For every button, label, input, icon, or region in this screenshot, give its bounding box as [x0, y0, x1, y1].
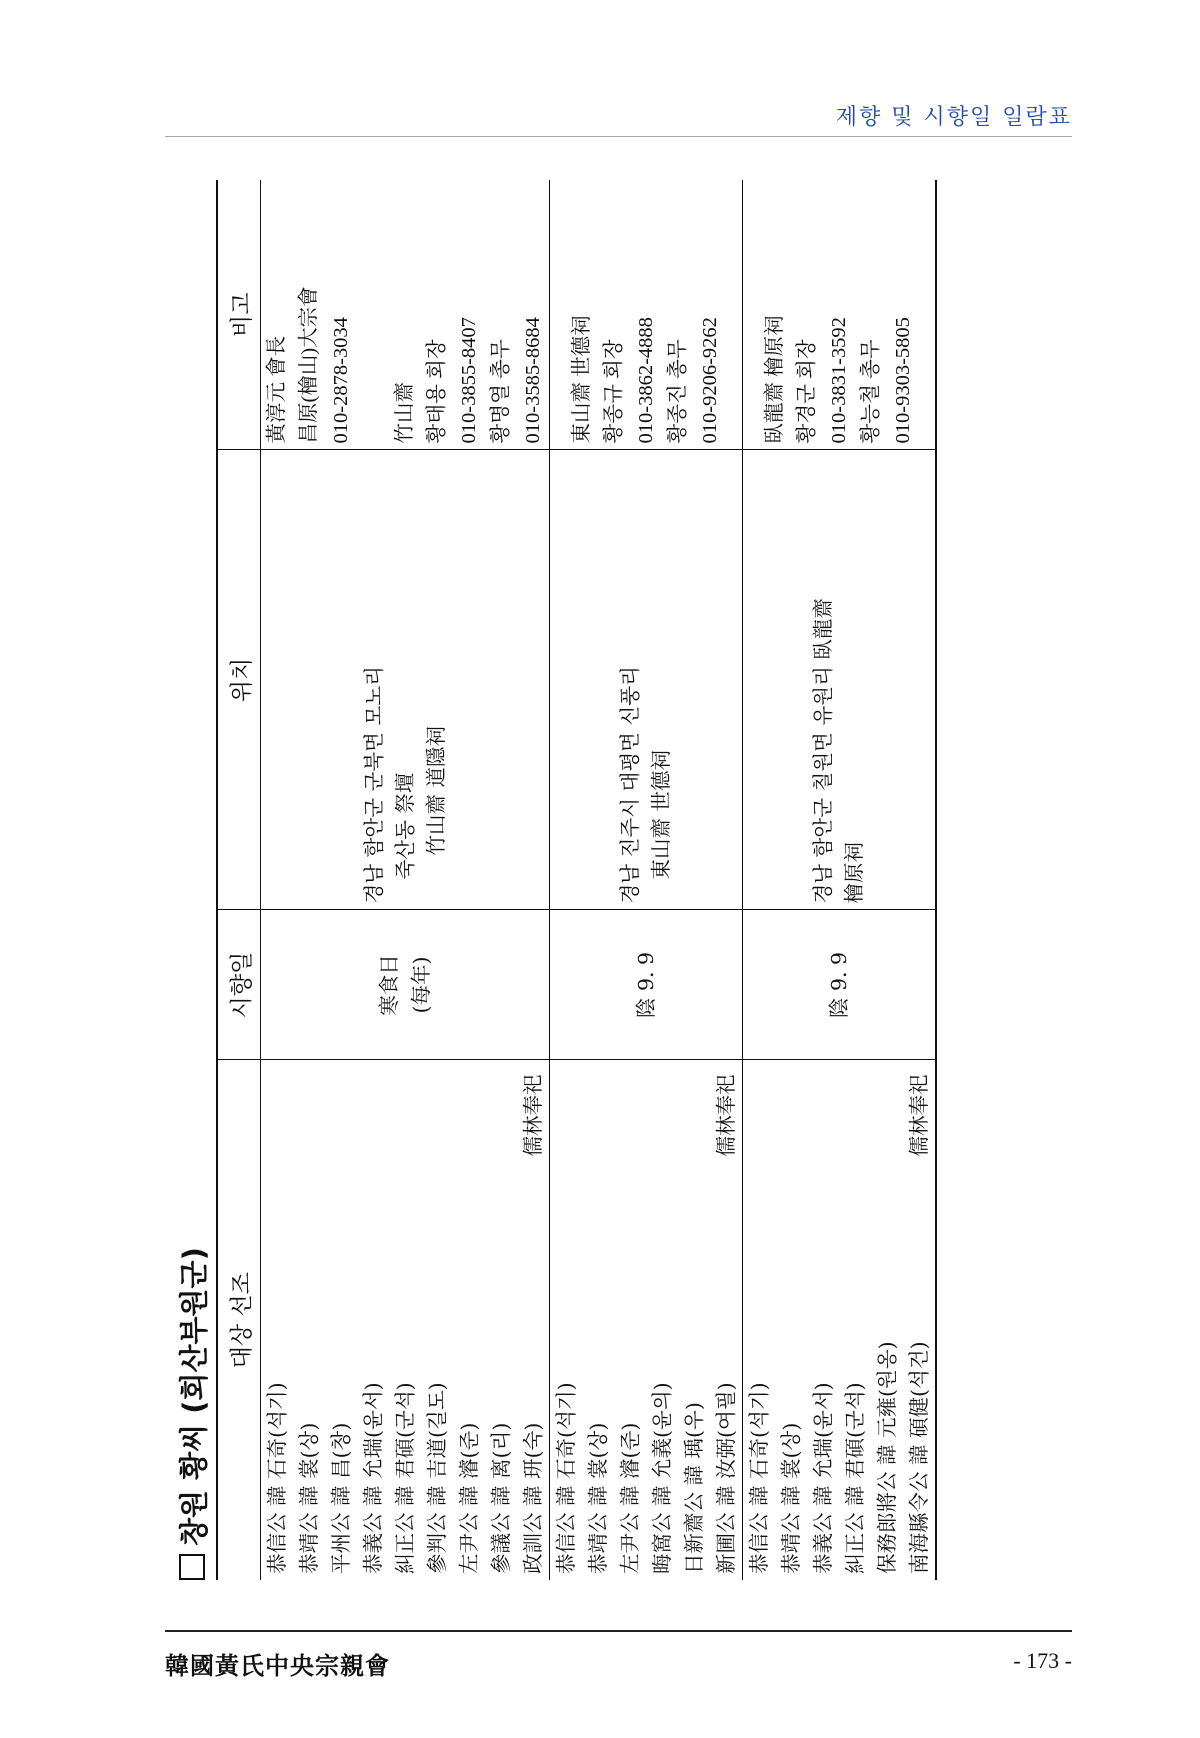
ancestor-cell [550, 1060, 743, 1580]
ancestor-item-row [903, 1067, 935, 1575]
ancestor-item: 晦窩公 諱 允義(윤의) [650, 1382, 674, 1574]
footer-org-logo: 韓國黃氏中央宗親會 [165, 1651, 390, 1680]
ancestor-item: 平州公 諱 昌(창) [329, 1422, 353, 1574]
location-line: 東山齋 世德祠 [649, 749, 673, 880]
ancestor-note: 儒林奉祀 [714, 1074, 738, 1157]
ancestor-item: 恭信公 諱 石奇(석기) [554, 1382, 578, 1574]
location-cell [550, 450, 743, 910]
location-line: 경남 함안군 군북면 모노리 [361, 666, 386, 904]
running-header-title: 제향 및 시향일 일람표 [835, 105, 1072, 130]
ancestor-item: 參判公 諱 吉道(길도) [425, 1382, 449, 1574]
date-text: 寒食日 [377, 954, 401, 1016]
ancestor-item: 日新齋公 諱 瑀(우) [682, 1402, 706, 1574]
location-line: 竹山齋 道隱祠 [423, 725, 448, 856]
location-line: 경남 함안군 칠원면 유원리 臥龍齋 [811, 598, 835, 904]
date-cell [261, 910, 550, 1060]
ancestor-item: 糾正公 諱 君碩(군석) [843, 1382, 867, 1574]
date-text: 陰 9. 9 [827, 951, 851, 1019]
ancestor-item: 恭義公 諱 允瑞(윤서) [811, 1382, 835, 1574]
checkbox-square-icon [179, 1554, 205, 1580]
note-line: 황종규 회장 [603, 339, 625, 444]
note-line: 010-3855-8407 [458, 317, 480, 444]
ancestor-item: 參議公 諱 离(리) [489, 1422, 513, 1574]
note-line: 황종진 총무 [667, 339, 689, 444]
note-line: 010-9206-9262 [699, 317, 721, 444]
location-cell [261, 450, 550, 910]
section-title [170, 180, 214, 1580]
note-line: 황명열 총무 [490, 339, 512, 444]
date-cell [743, 910, 937, 1060]
column-header-location: 위치 [217, 450, 261, 910]
ancestor-cell [261, 1060, 550, 1580]
ancestor-note: 儒林奉祀 [521, 1074, 545, 1157]
note-line [357, 186, 389, 444]
header-divider [165, 136, 1072, 137]
ancestor-item: 恭靖公 諱 裳(상) [297, 1422, 321, 1574]
note-line: 臥龍齋 檜原祠 [764, 315, 786, 444]
note-line: 황태용 회장 [426, 339, 448, 444]
ancestor-item-row [710, 1067, 742, 1575]
section-title-text: 창원 황씨 (회산부원군) [176, 1247, 211, 1546]
rotated-content [170, 180, 1020, 1580]
note-line: 昌原(檜山)大宗會 [298, 286, 320, 444]
table-row [743, 180, 937, 1580]
date-text: (每年) [409, 956, 433, 1014]
memorial-schedule-table [216, 180, 937, 1580]
ancestor-item: 南海縣令公 諱 碩健(석건) [907, 1341, 931, 1574]
column-header-ancestor: 대상 선조 [217, 1060, 261, 1580]
note-line: 010-9303-5805 [892, 317, 914, 444]
column-header-notes: 비고 [217, 180, 261, 450]
ancestor-item: 左尹公 諱 濬(준) [618, 1422, 642, 1574]
note-line: 황경군 회장 [796, 339, 818, 444]
ancestor-item: 左尹公 諱 濬(준) [457, 1422, 481, 1574]
date-text: 陰 9. 9 [634, 951, 658, 1019]
ancestor-note: 儒林奉祀 [907, 1074, 931, 1157]
note-line: 010-3831-3592 [828, 317, 850, 444]
ancestor-item-row [517, 1067, 549, 1575]
table-header-row [217, 180, 261, 1580]
ancestor-item: 恭義公 諱 允瑞(윤서) [361, 1382, 385, 1574]
note-line: 竹山齋 [394, 382, 416, 444]
note-line: 黃淳元 會長 [266, 335, 288, 444]
table-row [261, 180, 550, 1580]
note-line: 010-3862-4888 [635, 317, 657, 444]
note-line: 010-2878-3034 [330, 317, 352, 444]
ancestor-item: 糾正公 諱 君碩(군석) [393, 1382, 417, 1574]
ancestor-item: 恭信公 諱 石奇(석기) [265, 1382, 289, 1574]
location-cell [743, 450, 937, 910]
location-line: 檜原祠 [842, 842, 866, 904]
note-line: 東山齋 世德祠 [571, 315, 593, 444]
location-line: 경남 진주시 대평면 신풍리 [618, 666, 642, 904]
table-row [550, 180, 743, 1580]
ancestor-item: 恭靖公 諱 裳(상) [586, 1422, 610, 1574]
ancestor-item: 新圃公 諱 汝弼(여필) [714, 1382, 738, 1574]
footer-divider [165, 1630, 1072, 1632]
date-cell [550, 910, 743, 1060]
note-line: 010-3585-8684 [522, 317, 544, 444]
ancestor-item: 保務郎將公 諱 元雍(원옹) [875, 1341, 899, 1574]
notes-cell [550, 180, 743, 450]
notes-cell [743, 180, 937, 450]
page-number: - 173 - [1013, 1648, 1072, 1673]
ancestor-cell [743, 1060, 937, 1580]
location-line: 죽산동 祭壇 [392, 772, 417, 880]
column-header-date: 시향일 [217, 910, 261, 1060]
note-line: 황능철 총무 [860, 339, 882, 444]
ancestor-item: 恭靖公 諱 裳(상) [779, 1422, 803, 1574]
ancestor-item: 政訓公 諱 𤣿(숙) [521, 1422, 545, 1574]
notes-cell [261, 180, 550, 450]
ancestor-item: 恭信公 諱 石奇(석기) [747, 1382, 771, 1574]
